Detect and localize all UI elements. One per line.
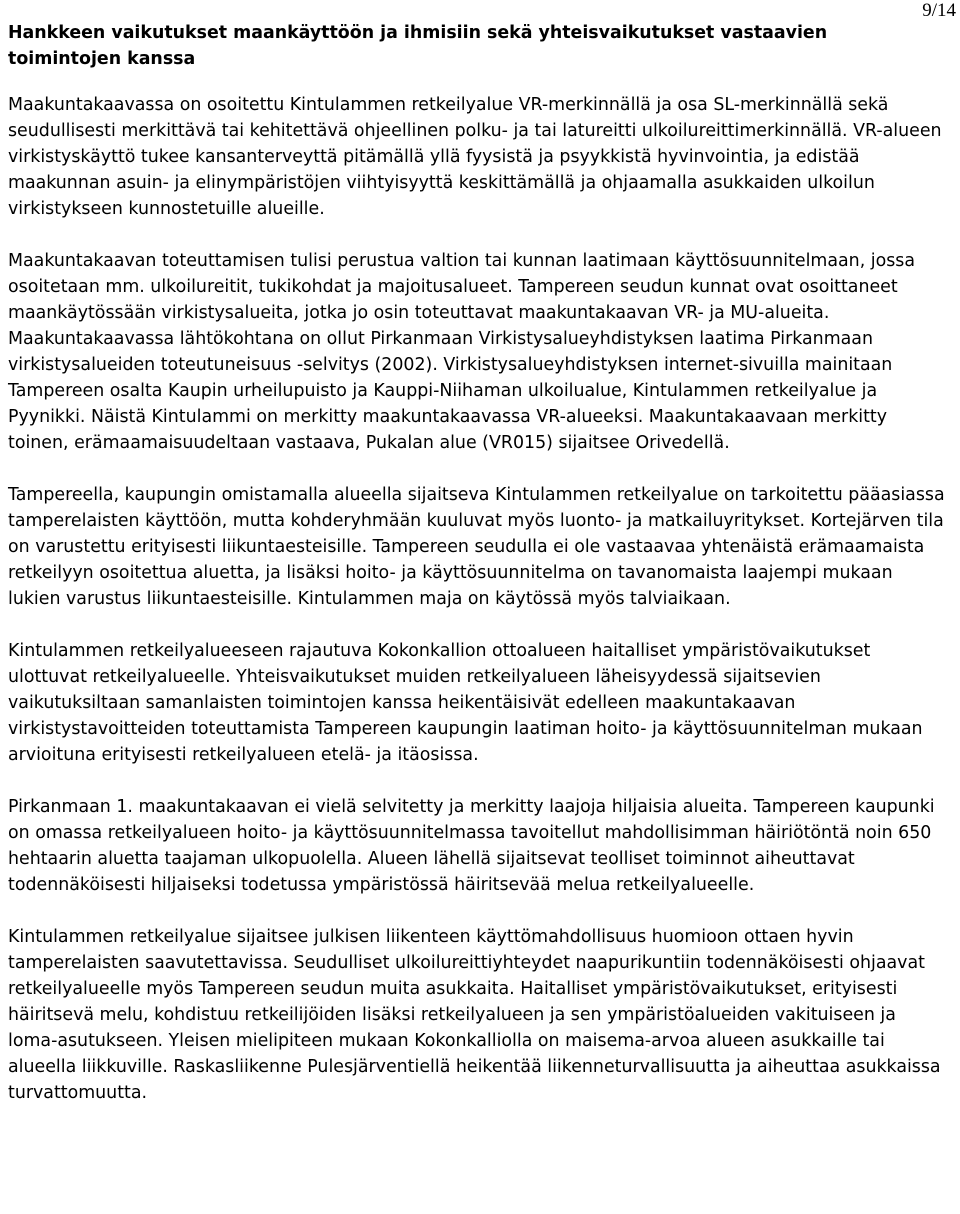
paragraph-5: Pirkanmaan 1. maakuntakaavan ei vielä selvitetty ja merkitty laajoja hiljaisia alueita. Tampereen kaupunki on omassa retkeilyalueen hoito- ja käyttösuunnitelmassa tavoitellut mahdollisimman häiriötöntä noin 650 hehtaarin aluetta taajaman ulkopuolella. Alueen lähellä sijaitsevat teolliset toiminnot aiheuttavat todennäköisesti hiljaiseksi todetussa ympäristössä häiritsevää melua retkeilyalueelle.	[8, 797, 935, 895]
paragraph-4: Kintulammen retkeilyalueeseen rajautuva Kokonkallion ottoalueen haitalliset ympäristövaikutukset ulottuvat retkeilyalueelle. Yhteisvaikutukset muiden retkeilyalueen läheisyydessä sijaitsevien vaikutuksiltaan samanlaisten toimintojen kanssa heikentäisivät edelleen maakuntakaavan virkistystavoitteiden toteuttamista Tampereen kaupungin laatiman hoito- ja käyttösuunnitelman mukaan arvioituna erityisesti retkeilyalueen etelä- ja itäosissa.	[8, 641, 923, 765]
page-number: 9/14	[922, 0, 956, 21]
paragraph-2: Maakuntakaavan toteuttamisen tulisi perustua valtion tai kunnan laatimaan käyttösuunnitelmaan, jossa osoitetaan mm. ulkoilureitit, tukikohdat ja majoitusalueet. Tampereen seudun kunnat ovat osoittaneet maankäytössään virkistysalueita, jotka jo osin toteuttavat maakuntakaavan VR- ja MU-alueita. Maakuntakaavassa lähtökohtana on ollut Pirkanmaan Virkistysalueyhdistyksen laatima Pirkanmaan virkistysalueiden toteutuneisuus -selvitys (2002). Virkistysalueyhdistyksen internet-sivuilla mainitaan Tampereen osalta Kaupin urheilupuisto ja Kauppi-Niihaman ulkoilualue, Kintulammen retkeilyalue ja Pyynikki. Näistä Kintulammi on merkitty maakuntakaavassa VR-alueeksi. Maakuntakaavaan merkitty toinen, erämaamaisuudeltaan vastaava, Pukalan alue (VR015) sijaitsee Orivedellä.	[8, 251, 916, 453]
section-heading: Hankkeen vaikutukset maankäyttöön ja ihmisiin sekä yhteisvaikutukset vastaavien toimintojen kanssa	[8, 23, 828, 69]
paragraph-1: Maakuntakaavassa on osoitettu Kintulammen retkeilyalue VR-merkinnällä ja osa SL-merkinnällä sekä seudullisesti merkittävä tai kehitettävä ohjeellinen polku- ja tai latureitti ulkoilureittimerkinnällä. VR-alueen virkistyskäyttö tukee kansanterveyttä pitämällä yllä fyysistä ja psyykkistä hyvinvointia, ja edistää maakunnan asuin- ja elinympäristöjen viihtyisyyttä keskittämällä ja ohjaamalla asukkaiden ulkoilun virkistykseen kunnostetuille alueille.	[8, 95, 942, 219]
paragraph-3: Tampereella, kaupungin omistamalla alueella sijaitseva Kintulammen retkeilyalue on tarkoitettu pääasiassa tamperelaisten käyttöön, mutta kohderyhmään kuuluvat myös luonto- ja matkailuyritykset. Kortejärven tila on varustettu erityisesti liikuntaesteisille. Tampereen seudulla ei ole vastaavaa yhtenäistä erämaamaista retkeilyyn osoitettua aluetta, ja lisäksi hoito- ja käyttösuunnitelma on tavanomaista laajempi mukaan lukien varustus liikuntaesteisille. Kintulammen maja on käytössä myös talviaikaan.	[8, 485, 945, 609]
document-body	[8, 20, 948, 1132]
paragraph-6: Kintulammen retkeilyalue sijaitsee julkisen liikenteen käyttömahdollisuus huomioon ottaen hyvin tamperelaisten saavutettavissa. Seudulliset ulkoilureittiyhteydet naapurikuntiin todennäköisesti ohjaavat retkeilyalueelle myös Tampereen seudun muita asukkaita. Haitalliset ympäristövaikutukset, erityisesti häiritsevä melu, kohdistuu retkeilijöiden lisäksi retkeilyalueen ja sen ympäristöalueiden vakituiseen ja loma-asutukseen. Yleisen mielipiteen mukaan Kokonkalliolla on maisema-arvoa alueen asukkaille tai alueella liikkuville. Raskasliikenne Pulesjärventiellä heikentää liikenneturvallisuutta ja aiheuttaa asukkaissa turvattomuutta.	[8, 927, 941, 1103]
